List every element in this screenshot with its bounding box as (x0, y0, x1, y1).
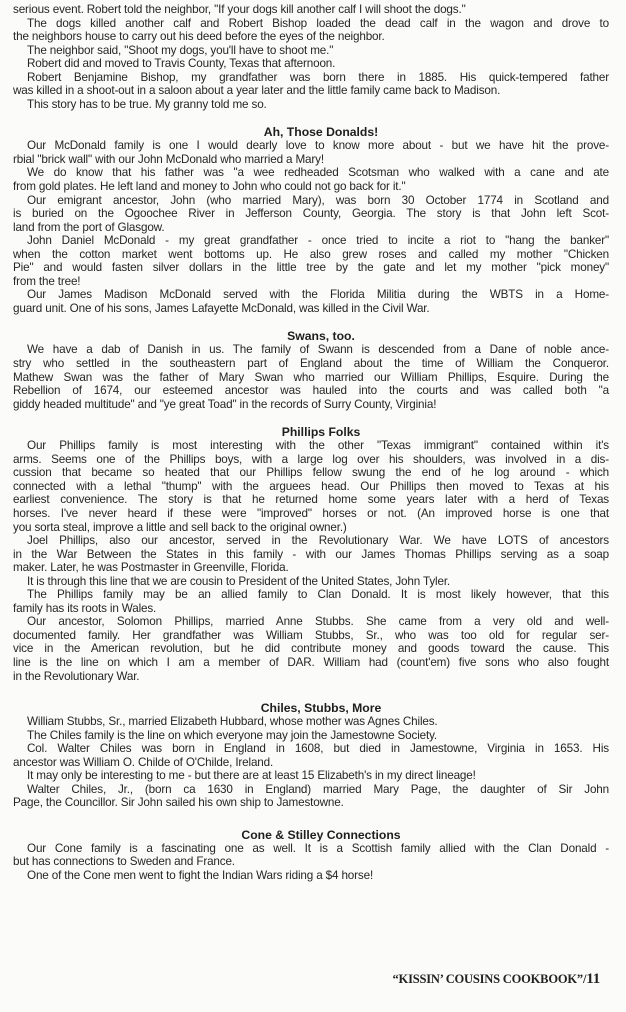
section (13, 3, 609, 111)
text-line: John Daniel McDonald - my great grandfather - once tried to incite a riot to "hang the banker" (27, 234, 609, 248)
text-line: We do know that his father was "a wee redheaded Scotsman who walked with a cane and ate (27, 166, 609, 180)
paragraph (13, 742, 609, 769)
text-line: giddy headed multitude" and "ye great Toad" in the records of Surry County, Virginia! (13, 397, 437, 411)
paragraph (13, 44, 609, 58)
paragraph (13, 194, 609, 235)
text-line: but has connections to Sweden and France. (13, 855, 235, 869)
text-line: in the War Between the States in this family - with our James Thomas Phillips serving as a soap (13, 547, 609, 561)
text-line: is buried on the Ogoochee River in Jefferson County, Georgia. The story is that John left Scot- (13, 207, 609, 221)
paragraph (13, 842, 609, 869)
text-line: We have a dab of Danish in us. The family of Swann is descended from a Dane of noble ance- (27, 343, 609, 357)
section-heading: Ah, Those Donalds! (263, 125, 379, 140)
text-line: Robert did and moved to Travis County, Texas that afternoon. (27, 57, 336, 71)
paragraph (13, 575, 609, 589)
paragraph (13, 166, 609, 193)
text-line: Our Phillips family is most interesting with the other "Texas immigrant" contained within it's (27, 439, 609, 453)
paragraph (13, 588, 609, 615)
text-line: stry who settled in the southeastern part of England about the time of William the Conqueror. (13, 357, 609, 371)
paragraph (13, 343, 609, 411)
text-line: Joel Phillips, also our ancestor, served in the Revolutionary War. We have LOTS of ancestors (27, 534, 609, 548)
text-line: This story has to be true. My granny told me so. (27, 97, 267, 111)
paragraph (13, 769, 609, 783)
section-heading: Cone & Stilley Connections (241, 827, 401, 842)
text-line: when the cotton market went bottoms up. He also grew roses and called my mother "Chicken (13, 247, 609, 261)
text-line: Our McDonald family is one I would dearly love to know more about - but we have hit the prove- (27, 139, 609, 153)
text-line: arms. Seems one of the Phillips boys, with a large log over his shoulders, was involved in a dis- (13, 452, 609, 466)
text-line: family has its roots in Wales. (13, 601, 157, 615)
text-line: It is through this line that we are cousin to President of the United States, John Tyler. (27, 574, 451, 588)
document-page (13, 3, 609, 883)
text-line: The Phillips family may be an allied family to Clan Donald. It is most likely however, that this (27, 588, 609, 602)
text-line: the neighbors house to carry out his deed before the eyes of the neighbor. (13, 30, 385, 44)
text-line: vice in the American revolution, but he did contribute money and goods toward the cause. This (13, 642, 609, 656)
paragraph (13, 439, 609, 534)
paragraph (13, 17, 609, 44)
section (13, 125, 609, 315)
paragraph (13, 615, 609, 683)
text-line: Walter Chiles, Jr., (born ca 1630 in England) married Mary Page, the daughter of Sir John (27, 782, 609, 796)
paragraph (13, 783, 609, 810)
text-line: Our emigrant ancestor, John (who married Mary), was born 30 October 1774 in Scotland and (27, 193, 609, 207)
text-line: land from the port of Glasgow. (13, 220, 165, 234)
text-line: you sorta steal, improve a little and sell back to the original owner.) (13, 520, 347, 534)
paragraph (13, 288, 609, 315)
page-footer (393, 971, 601, 988)
paragraph (13, 139, 609, 166)
text-line: from the tree! (13, 274, 81, 288)
paragraph (13, 98, 609, 112)
text-line: The neighbor said, "Shoot my dogs, you'll have to shoot me." (27, 43, 334, 57)
section-heading: Chiles, Stubbs, More (260, 701, 382, 716)
text-line: in the Revolutionary War. (13, 669, 140, 683)
paragraph (13, 3, 609, 17)
text-line: Our James Madison McDonald served with the Florida Militia during the WBTS in a Home- (27, 288, 609, 302)
text-line: ancestor was William O. Childe of O'Childe, Ireland. (13, 755, 274, 769)
text-line: connected with a lethal "thump" with the arguees head. Our Phillips then moved to Texas at his (13, 479, 609, 493)
section (13, 329, 609, 411)
text-line: One of the Cone men went to fight the Indian Wars riding a $4 horse! (27, 868, 374, 882)
text-line: line is the line on which I am a member of DAR. William had (count'em) five sons who also fought (13, 655, 609, 669)
text-line: William Stubbs, Sr., married Elizabeth Hubbard, whose mother was Agnes Chiles. (27, 715, 438, 729)
paragraph (13, 57, 609, 71)
text-line: from gold plates. He left land and money to John who could not go back for it." (13, 180, 406, 194)
paragraph (13, 534, 609, 575)
text-line: cussion that became so heated that our Phillips fellow swung the end of he log around - which (13, 466, 609, 480)
text-line: maker. Later, he was Postmaster in Greenville, Florida. (13, 561, 289, 575)
text-line: horses. I've never heard if these were "improved" horses or not. (An improved horse is one that (13, 506, 609, 520)
text-line: was killed in a shoot-out in a saloon about a year later and the little family came back to Madison. (13, 84, 501, 98)
text-line: documented family. Her grandfather was William Stubbs, Sr., who was too old for regular ser- (13, 628, 609, 642)
text-line: serious event. Robert told the neighbor, "If your dogs kill another calf I will shoot the dogs." (13, 3, 466, 16)
section-heading: Phillips Folks (281, 425, 361, 440)
text-line: Rebellion of 1674, our esteemed ancestor was hauled into the courts and was called both "a (13, 384, 609, 398)
paragraph (13, 715, 609, 729)
text-line: The Chiles family is the line on which everyone may join the Jamestowne Society. (27, 728, 438, 742)
book-title: “KISSIN’ COUSINS COOKBOOK”/ (392, 972, 587, 986)
page-number: 11 (586, 971, 600, 987)
paragraph (13, 869, 609, 883)
section-heading: Swans, too. (287, 329, 355, 344)
text-line: earliest convenience. The story is that he returned home some years later with a herd of Texas (13, 493, 609, 507)
text-line: Mathew Swan was the father of Mary Swan who married our William Phillips, Esquire. During the (13, 370, 609, 384)
section (13, 701, 609, 810)
text-line: Page, the Councillor. Sir John sailed his own ship to Jamestowne. (13, 796, 344, 810)
text-line: Our Cone family is a fascinating one as well. It is a Scottish family allied with the Clan Donald - (27, 841, 609, 855)
paragraph (13, 71, 609, 98)
text-line: rbial "brick wall" with our John McDonald who married a Mary! (13, 152, 324, 166)
section (13, 828, 609, 883)
text-line: Our ancestor, Solomon Phillips, married Anne Stubbs. She came from a very old and well- (27, 615, 609, 629)
paragraph (13, 729, 609, 743)
paragraph (13, 234, 609, 288)
text-line: It may only be interesting to me - but there are at least 15 Elizabeth's in my direct lineage! (27, 769, 476, 783)
text-line: Col. Walter Chiles was born in England in 1608, but died in Jamestowne, Virginia in 1653. His (27, 742, 609, 756)
text-line: Pie" and would fasten silver dollars in the little tree by the gate and let my mother "pick money" (13, 261, 609, 275)
text-line: The dogs killed another calf and Robert Bishop loaded the dead calf in the wagon and drove to (27, 16, 609, 30)
text-line: guard unit. One of his sons, James Lafayette McDonald, was killed in the Civil War. (13, 301, 430, 315)
section (13, 425, 609, 683)
text-line: Robert Benjamine Bishop, my grandfather was born there in 1885. His quick-tempered father (27, 70, 609, 84)
